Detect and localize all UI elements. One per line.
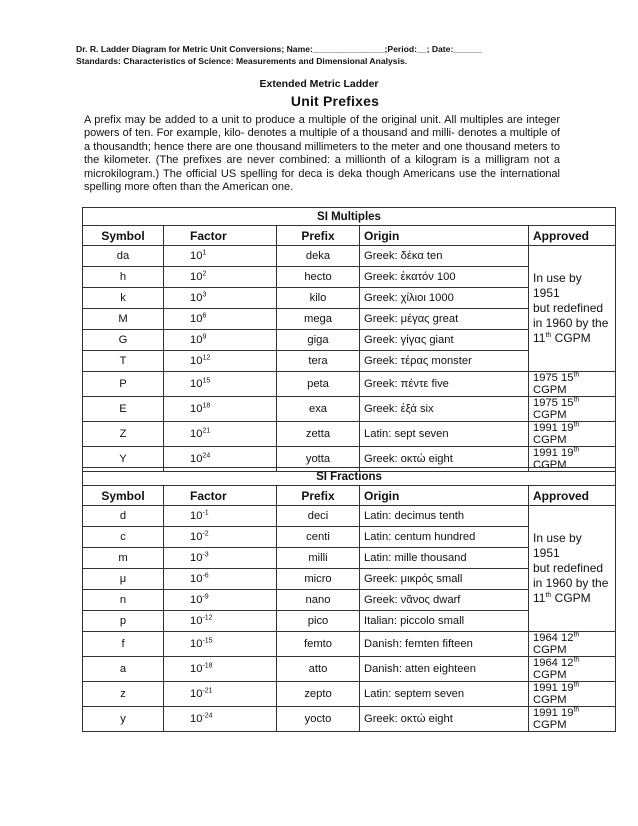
factor-exponent: 6 <box>202 312 207 320</box>
factor-cell <box>164 657 277 682</box>
origin-cell: Greek: πέντε five <box>360 372 529 397</box>
approved-ordinal: th <box>573 631 580 639</box>
approved-line <box>533 591 611 606</box>
approved-ordinal: th <box>573 681 580 689</box>
prefix-cell: nano <box>277 590 360 611</box>
factor-exponent: 15 <box>202 377 211 385</box>
factor-cell <box>164 246 277 267</box>
approved-line: in 1960 by the <box>533 316 609 330</box>
factor-exponent: 24 <box>202 452 211 460</box>
prefix-cell: milli <box>277 548 360 569</box>
factor-exponent: -12 <box>202 614 213 622</box>
approved-text: 1975 15 <box>533 397 574 409</box>
approved-ordinal: th <box>573 706 580 714</box>
si-multiples-table <box>82 207 616 472</box>
factor-base: 10 <box>190 552 203 564</box>
factor-cell <box>164 506 277 527</box>
approved-text: 11 <box>533 331 546 345</box>
symbol-cell: z <box>83 682 164 707</box>
approved-cell <box>529 372 616 397</box>
factor-base: 10 <box>190 250 203 262</box>
prefix-cell: yocto <box>277 707 360 732</box>
symbol-cell: Z <box>83 422 164 447</box>
table-row <box>83 657 616 682</box>
symbol-cell: y <box>83 707 164 732</box>
factor-exponent: 1 <box>202 249 207 257</box>
factor-cell <box>164 632 277 657</box>
column-header-factor: Factor <box>164 486 277 506</box>
symbol-cell: a <box>83 657 164 682</box>
approved-line: but redefined <box>533 561 604 575</box>
table-row <box>83 397 616 422</box>
factor-cell <box>164 267 277 288</box>
factor-exponent: -21 <box>202 687 213 695</box>
symbol-cell: P <box>83 372 164 397</box>
column-header-factor: Factor <box>164 226 277 246</box>
prefix-cell: hecto <box>277 267 360 288</box>
factor-exponent: -6 <box>202 572 209 580</box>
caption-row <box>83 468 616 486</box>
origin-cell: Latin: centum hundred <box>360 527 529 548</box>
approved-ordinal: th <box>573 421 580 429</box>
prefix-cell: tera <box>277 351 360 372</box>
prefix-cell: exa <box>277 397 360 422</box>
factor-exponent: 12 <box>202 354 211 362</box>
approved-text: CGPM <box>533 719 567 731</box>
symbol-cell: c <box>83 527 164 548</box>
prefix-cell: zetta <box>277 422 360 447</box>
factor-cell <box>164 590 277 611</box>
factor-base: 10 <box>190 573 203 585</box>
approved-cell <box>529 422 616 447</box>
table-row <box>83 246 616 267</box>
factor-base: 10 <box>190 292 203 304</box>
column-header-prefix: Prefix <box>277 486 360 506</box>
approved-ordinal: th <box>573 396 580 404</box>
approved-cell <box>529 397 616 422</box>
symbol-cell: h <box>83 267 164 288</box>
prefix-cell: peta <box>277 372 360 397</box>
prefix-cell: deka <box>277 246 360 267</box>
symbol-cell: T <box>83 351 164 372</box>
symbol-cell: M <box>83 309 164 330</box>
factor-base: 10 <box>190 271 203 283</box>
factor-base: 10 <box>190 313 203 325</box>
approved-cell <box>529 707 616 732</box>
header-row <box>83 226 616 246</box>
factor-cell <box>164 288 277 309</box>
document-title: Extended Metric Ladder <box>259 78 379 90</box>
origin-cell: Greek: οκτώ eight <box>360 447 529 472</box>
origin-cell: Italian: piccolo small <box>360 611 529 632</box>
factor-exponent: 18 <box>202 402 211 410</box>
prefix-cell: femto <box>277 632 360 657</box>
factor-exponent: -2 <box>202 530 209 538</box>
origin-cell: Greek: οκτώ eight <box>360 707 529 732</box>
origin-cell: Greek: ἑκατόν 100 <box>360 267 529 288</box>
approved-text: CGPM <box>533 384 567 396</box>
factor-base: 10 <box>190 334 203 346</box>
approved-line: but redefined <box>533 301 604 315</box>
column-header-symbol: Symbol <box>83 486 164 506</box>
header-line-1: Dr. R. Ladder Diagram for Metric Unit Conversions; Name:_______________;Period:__; Date:______ <box>76 44 482 54</box>
approved-ordinal: th <box>545 332 552 339</box>
factor-base: 10 <box>190 355 203 367</box>
factor-base: 10 <box>190 510 203 522</box>
approved-text: 1964 12 <box>533 657 574 669</box>
column-header-origin: Origin <box>360 226 529 246</box>
factor-cell <box>164 707 277 732</box>
approved-ordinal: th <box>545 592 552 599</box>
approved-text: 11 <box>533 591 546 605</box>
caption-row <box>83 208 616 226</box>
scanned-excerpt <box>80 93 560 194</box>
prefix-cell: kilo <box>277 288 360 309</box>
factor-exponent: -15 <box>202 637 213 645</box>
symbol-cell: E <box>83 397 164 422</box>
factor-exponent: -9 <box>202 593 209 601</box>
factor-cell <box>164 682 277 707</box>
factor-base: 10 <box>190 428 203 440</box>
approved-cell <box>529 682 616 707</box>
factor-base: 10 <box>190 403 203 415</box>
approved-text: 1975 15 <box>533 372 574 384</box>
origin-cell: Danish: femten fifteen <box>360 632 529 657</box>
prefix-cell: pico <box>277 611 360 632</box>
factor-base: 10 <box>190 453 203 465</box>
table-caption: SI Fractions <box>83 468 616 486</box>
approved-ordinal: th <box>573 656 580 664</box>
factor-exponent: -24 <box>202 712 213 720</box>
approved-line <box>533 331 611 346</box>
prefix-cell: mega <box>277 309 360 330</box>
approved-merged-cell <box>529 506 616 632</box>
approved-text: 1991 19 <box>533 682 574 694</box>
prefix-cell: micro <box>277 569 360 590</box>
origin-cell: Latin: septem seven <box>360 682 529 707</box>
factor-cell <box>164 351 277 372</box>
origin-cell: Greek: τέρας monster <box>360 351 529 372</box>
origin-cell: Greek: νᾶνος dwarf <box>360 590 529 611</box>
approved-merged-cell <box>529 246 616 372</box>
origin-cell: Latin: mille thousand <box>360 548 529 569</box>
column-header-approved: Approved <box>529 226 616 246</box>
factor-base: 10 <box>190 638 203 650</box>
symbol-cell: n <box>83 590 164 611</box>
table-row <box>83 422 616 447</box>
factor-exponent: 3 <box>202 291 207 299</box>
approved-text: CGPM <box>533 409 567 421</box>
origin-cell: Greek: μικρός small <box>360 569 529 590</box>
factor-cell <box>164 309 277 330</box>
unit-prefixes-title: Unit Prefixes <box>290 93 380 109</box>
factor-cell <box>164 569 277 590</box>
symbol-cell: d <box>83 506 164 527</box>
origin-cell: Greek: γίγας giant <box>360 330 529 351</box>
approved-text: CGPM <box>533 434 567 446</box>
approved-text: CGPM <box>533 644 567 656</box>
approved-text: CGPM <box>551 591 591 605</box>
symbol-cell: da <box>83 246 164 267</box>
approved-text: CGPM <box>533 694 567 706</box>
table-caption: SI Multiples <box>83 208 616 226</box>
factor-base: 10 <box>190 713 203 725</box>
approved-text: CGPM <box>533 669 567 681</box>
factor-exponent: 21 <box>202 427 211 435</box>
header-row <box>83 486 616 506</box>
prefix-cell: atto <box>277 657 360 682</box>
prefix-cell: yotta <box>277 447 360 472</box>
factor-cell <box>164 527 277 548</box>
symbol-cell: m <box>83 548 164 569</box>
factor-cell <box>164 611 277 632</box>
symbol-cell: Y <box>83 447 164 472</box>
factor-base: 10 <box>190 688 203 700</box>
approved-cell <box>529 632 616 657</box>
origin-cell: Greek: μέγας great <box>360 309 529 330</box>
si-fractions-table <box>82 467 616 732</box>
approved-line: in 1960 by the <box>533 576 609 590</box>
prefix-cell: zepto <box>277 682 360 707</box>
factor-base: 10 <box>190 378 203 390</box>
factor-cell <box>164 330 277 351</box>
column-header-approved: Approved <box>529 486 616 506</box>
table-row <box>83 632 616 657</box>
factor-cell <box>164 372 277 397</box>
origin-cell: Latin: sept seven <box>360 422 529 447</box>
symbol-cell: G <box>83 330 164 351</box>
approved-text: 1991 19 <box>533 447 574 459</box>
factor-base: 10 <box>190 594 203 606</box>
symbol-cell: p <box>83 611 164 632</box>
prefix-cell: giga <box>277 330 360 351</box>
symbol-cell: f <box>83 632 164 657</box>
factor-exponent: 2 <box>202 270 207 278</box>
prefix-cell: deci <box>277 506 360 527</box>
symbol-cell: k <box>83 288 164 309</box>
factor-base: 10 <box>190 531 203 543</box>
approved-text: CGPM <box>533 459 567 471</box>
factor-cell <box>164 422 277 447</box>
origin-cell: Greek: χίλιοι 1000 <box>360 288 529 309</box>
prefix-cell: centi <box>277 527 360 548</box>
table-row <box>83 372 616 397</box>
factor-exponent: 9 <box>202 333 207 341</box>
factor-exponent: -3 <box>202 551 209 559</box>
origin-cell: Danish: atten eighteen <box>360 657 529 682</box>
factor-cell <box>164 548 277 569</box>
factor-base: 10 <box>190 615 203 627</box>
origin-cell: Greek: ἑξά six <box>360 397 529 422</box>
table-row <box>83 506 616 527</box>
table-row <box>83 682 616 707</box>
approved-text: 1991 19 <box>533 707 574 719</box>
intro-paragraph: A prefix may be added to a unit to produce a multiple of the original unit. All multiples are integer powers of ten. For example, kilo- denotes a multiple of a thousand and milli- denotes a multiple of a thousandth; hence there are one thousand millimeters to the meter and one thousand meters to the kilometer. (The prefixes are never combined: a millionth of a kilogram is a milligram not a microkilogram.) The official US spelling for deca is deka though Americans use the international spelling more often than the American one. <box>84 114 560 194</box>
column-header-symbol: Symbol <box>83 226 164 246</box>
approved-text: 1964 12 <box>533 632 574 644</box>
table-row <box>83 707 616 732</box>
approved-ordinal: th <box>573 371 580 379</box>
factor-exponent: -1 <box>202 509 209 517</box>
factor-exponent: -18 <box>202 662 213 670</box>
header-line-2: Standards: Characteristics of Science: Measurements and Dimensional Analysis. <box>76 56 408 66</box>
approved-line: In use by 1951 <box>533 271 582 300</box>
column-header-prefix: Prefix <box>277 226 360 246</box>
symbol-cell: μ <box>83 569 164 590</box>
approved-text: CGPM <box>551 331 591 345</box>
origin-cell: Latin: decimus tenth <box>360 506 529 527</box>
approved-cell <box>529 657 616 682</box>
origin-cell: Greek: δέκα ten <box>360 246 529 267</box>
column-header-origin: Origin <box>360 486 529 506</box>
approved-line: In use by 1951 <box>533 531 582 560</box>
approved-ordinal: th <box>573 446 580 454</box>
approved-text: 1991 19 <box>533 422 574 434</box>
factor-cell <box>164 397 277 422</box>
factor-base: 10 <box>190 663 203 675</box>
